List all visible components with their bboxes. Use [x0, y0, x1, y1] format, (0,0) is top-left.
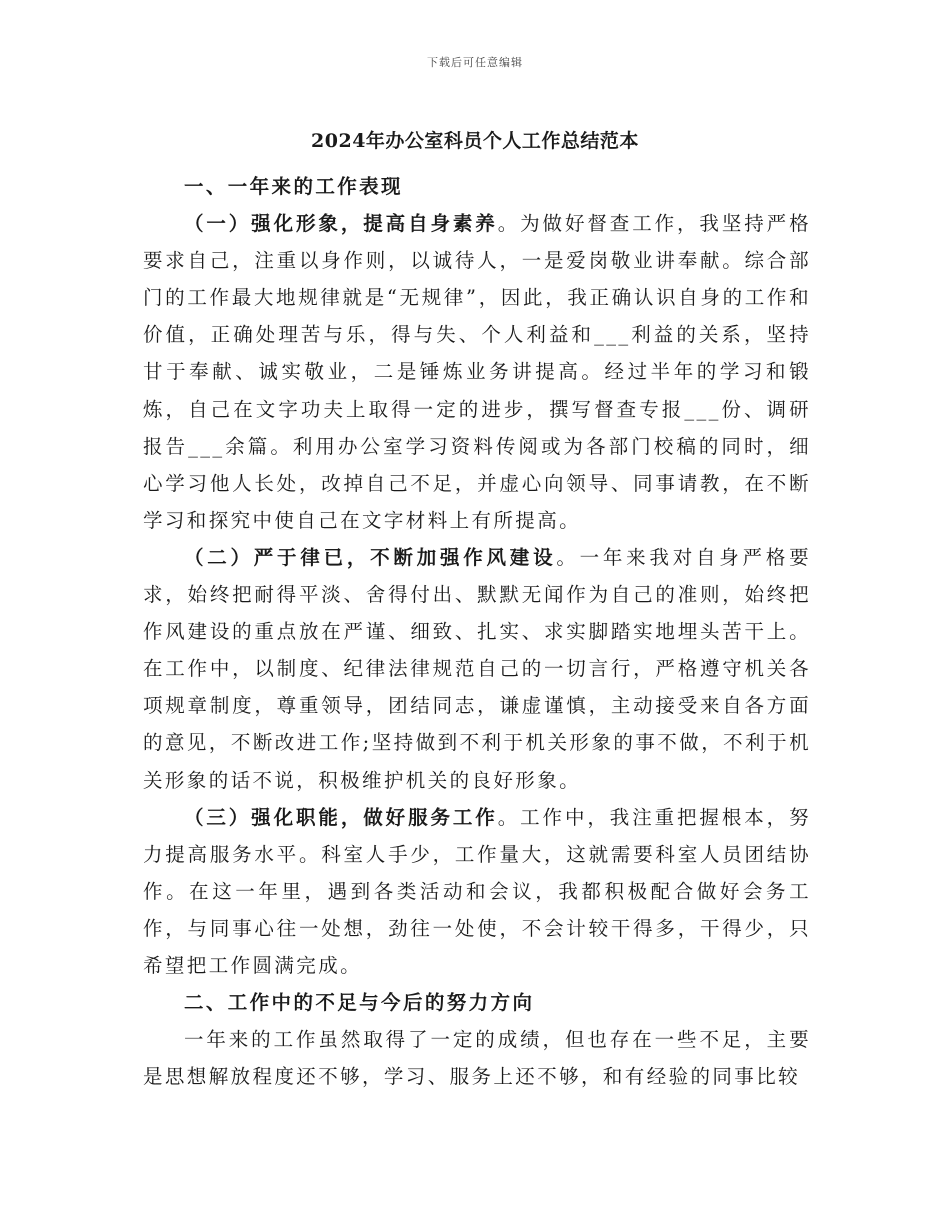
page-header: 下载后可任意编辑	[427, 56, 523, 69]
paragraph-2-lead: （二）严于律已，不断加强作风建设	[183, 545, 557, 569]
paragraph-3-text: 。工作中，我注重把握根本，努力提高服务水平。科室人手少，工作量大，这就需要科室人员团结协作。在这一年里，遇到各类活动和会议，我都积极配合做好会务工作，与同事心往一处想，劲往一处使，不会计较干得多，干得少，只希望把工作圆满完成。	[143, 805, 811, 977]
paragraph-3-lead: （三）强化职能，做好服务工作	[183, 805, 498, 829]
section-heading-2: 二、工作中的不足与今后的努力方向	[183, 991, 535, 1015]
paragraph-2-text: 。一年来我对自身严格要求，始终把耐得平淡、舍得付出、默默无闻作为自己的准则，始终把作风建设的重点放在严谨、细致、扎实、求实脚踏实地埋头苦干上。在工作中，以制度、纪律法律规范自己的一切言行，严格遵守机关各项规章制度，尊重领导，团结同志，谦虚谨慎，主动接受来自各方面的意见，不断改进工作;坚持做到不利于机关形象的事不做，不利于机关形象的话不说，积极维护机关的良好形象。	[143, 545, 811, 792]
section-heading-1: 一、一年来的工作表现	[183, 175, 403, 198]
paragraph-4: 一年来的工作虽然取得了一定的成绩，但也存在一些不足，主要是思想解放程度还不够，学习、服务上还不够，和有经验的同事比较	[143, 1028, 811, 1089]
document-title: 2024年办公室科员个人工作总结范本	[311, 130, 639, 152]
paragraph-1-lead: （一）强化形象，提高自身素养	[183, 212, 498, 236]
paragraph-1	[143, 205, 811, 539]
paragraph-3	[143, 799, 811, 984]
document-body	[143, 168, 811, 1095]
paragraph-2	[143, 539, 811, 799]
paragraph-1-text: 。为做好督查工作，我坚持严格要求自己，注重以身作则，以诚待人，一是爱岗敬业讲奉献。综合部门的工作最大地规律就是“无规律”，因此，我正确认识自身的工作和价值，正确处理苦与乐，得与失、个人利益和___利益的关系，坚持甘于奉献、诚实敬业，二是锤炼业务讲提高。经过半年的学习和锻炼，自己在文字功夫上取得一定的进步，撰写督查专报___份、调研报告___余篇。利用办公室学习资料传阅或为各部门校稿的同时，细心学习他人长处，改掉自己不足，并虚心向领导、同事请教，在不断学习和探究中使自己在文字材料上有所提高。	[143, 212, 811, 532]
